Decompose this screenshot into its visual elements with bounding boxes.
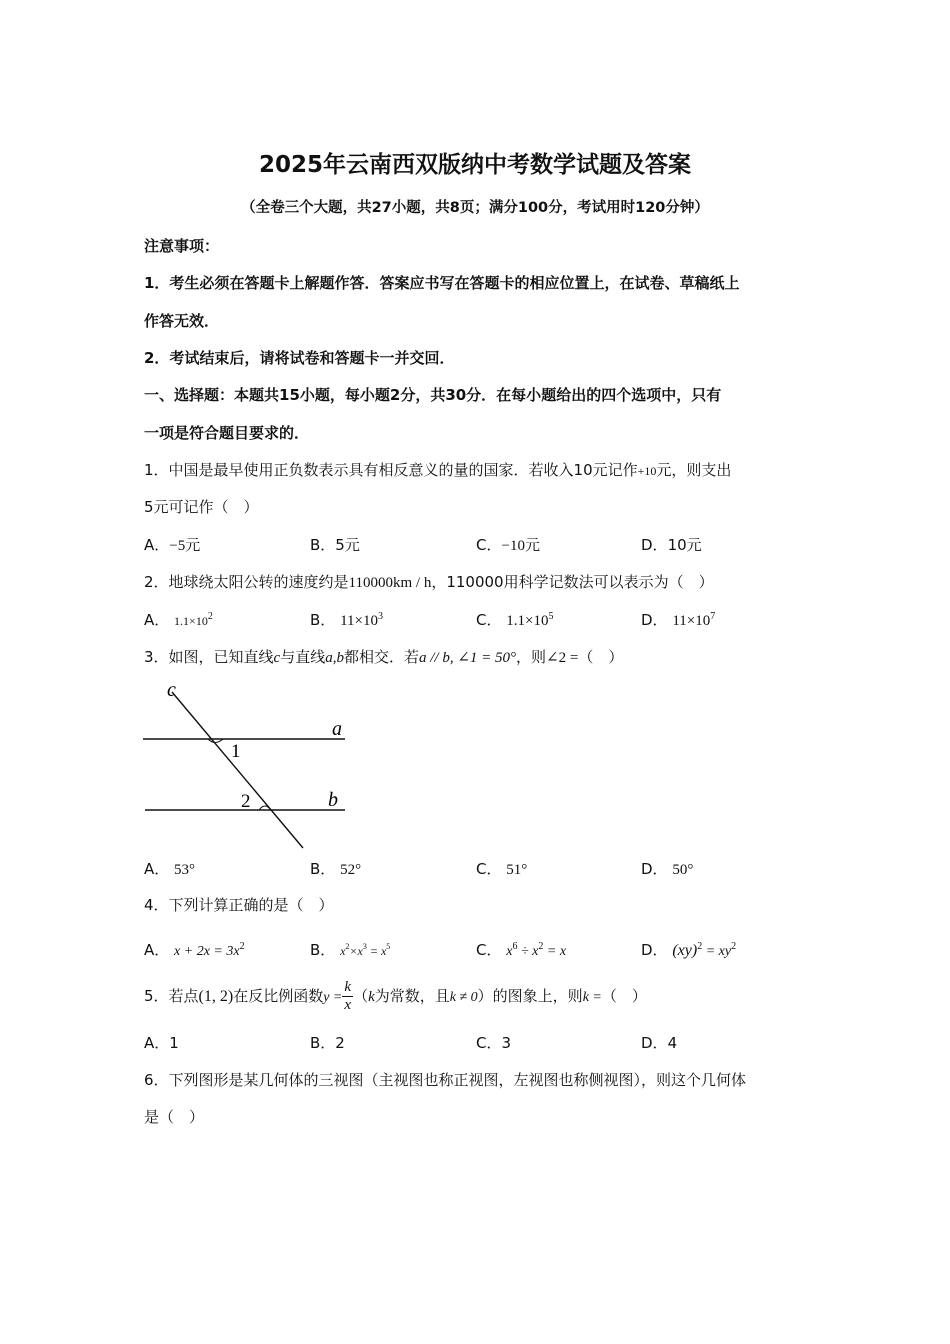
q3-option-b <box>310 858 361 879</box>
q2-option-b <box>310 609 383 630</box>
q5-fraction <box>342 979 353 1014</box>
option-value: 1 <box>169 1034 179 1052</box>
option-label: A． <box>144 860 170 878</box>
question-6-line-2: 是（ ） <box>144 1108 205 1126</box>
option-math: 1.1×10 <box>506 613 549 629</box>
option-exponent: 2 <box>731 941 737 952</box>
option-unit: 元 <box>185 536 201 554</box>
option-math: x <box>506 944 513 959</box>
q5-option-d <box>641 1032 677 1053</box>
question-5 <box>144 979 647 1015</box>
label-a: a <box>332 718 342 740</box>
option-label: A． <box>144 536 170 554</box>
q5-text: 5．若点 <box>144 987 199 1005</box>
option-label: C． <box>476 860 502 878</box>
q5-text: （ <box>353 987 369 1005</box>
q3-option-d <box>641 858 693 879</box>
option-math: 11×10 <box>672 613 711 629</box>
q5-option-c <box>476 1032 511 1053</box>
option-exponent: 5 <box>386 942 391 951</box>
option-label: B． <box>310 536 336 554</box>
q3-var-ab: a,b <box>325 650 344 666</box>
label-c: c <box>167 679 176 701</box>
notice-item-2: 2．考试结束后，请将试卷和答题卡一并交回． <box>144 349 455 367</box>
option-value: 53° <box>174 862 196 878</box>
question-2 <box>144 571 714 592</box>
option-math: 11×10 <box>340 613 378 629</box>
option-exponent: 2 <box>697 941 703 952</box>
q5-text: （ ） <box>601 987 647 1005</box>
option-math: x + 2x = 3x <box>174 944 240 959</box>
option-math: 1.1×10 <box>174 614 208 628</box>
option-math: x <box>340 944 346 958</box>
label-b: b <box>328 789 338 811</box>
option-exponent: 2 <box>239 941 245 952</box>
q3-option-a <box>144 858 195 879</box>
q4-option-b <box>310 939 390 960</box>
option-exponent: 3 <box>377 611 383 622</box>
q2-text-b: ，110000用科学记数法可以表示为（ ） <box>431 573 714 591</box>
q5-fraction-denominator: x <box>344 997 352 1013</box>
option-label: C． <box>476 536 502 554</box>
option-unit: 10元 <box>667 536 702 554</box>
option-exponent: 3 <box>362 942 367 951</box>
option-label: B． <box>310 941 336 959</box>
option-math: −10 <box>501 538 525 554</box>
question-1-line-1 <box>144 459 731 480</box>
option-value: 4 <box>667 1034 678 1052</box>
q2-option-d <box>641 609 715 630</box>
q4-option-a <box>144 939 245 960</box>
q5-fraction-numerator: k <box>344 979 352 995</box>
q5-condition: k ≠ 0 <box>449 990 478 1005</box>
q5-text: 为常数，且 <box>374 987 450 1005</box>
parallel-lines-figure <box>135 676 360 856</box>
q1-text-b: 元，则支出 <box>656 461 732 479</box>
option-math: = x <box>543 944 567 959</box>
option-value: 51° <box>506 862 528 878</box>
option-value: 2 <box>335 1034 345 1052</box>
option-unit: 5元 <box>335 536 360 554</box>
q2-option-c <box>476 609 553 630</box>
q3-text: ，则 <box>516 648 547 666</box>
notice-item-1: 1．考生必须在答题卡上解题作答．答案应书写在答题卡的相应位置上，在试卷、草稿纸上 <box>144 274 740 292</box>
q5-ask: k = <box>582 990 602 1005</box>
option-exponent: 2 <box>345 942 350 951</box>
q5-option-a <box>144 1032 179 1053</box>
option-unit: 元 <box>524 536 540 554</box>
q1-option-d <box>641 534 702 555</box>
option-math: −5 <box>169 538 186 554</box>
option-label: C． <box>476 611 502 629</box>
option-exponent: 6 <box>512 941 518 952</box>
q1-math: +10 <box>637 464 657 478</box>
q1-text-a: 1．中国是最早使用正负数表示具有相反意义的量的国家．若收入10元记作 <box>144 461 638 479</box>
option-label: B． <box>310 611 336 629</box>
exam-info: （全卷三个大题，共27小题，共8页；满分100分，考试用时120分钟） <box>241 200 709 216</box>
question-6-line-1: 6．下列图形是某几何体的三视图（主视图也称正视图，左视图也称侧视图），则这个几何体 <box>144 1071 747 1089</box>
q3-text: 都相交．若 <box>343 648 419 666</box>
option-exponent: 2 <box>207 611 213 622</box>
option-label: A． <box>144 941 170 959</box>
section-heading-cont: 一项是符合题目要求的． <box>144 424 310 442</box>
q5-var-k: k <box>368 989 375 1005</box>
q3-text: 与直线 <box>280 648 326 666</box>
line-c <box>172 692 303 848</box>
section-heading: 一、选择题：本题共15小题，每小题2分，共30分．在每小题给出的四个选项中，只有 <box>144 386 722 404</box>
q1-option-b <box>310 534 360 555</box>
q2-math: 110000km / h <box>348 575 432 591</box>
notice-heading: 注意事项： <box>144 237 220 255</box>
q3-text: 3．如图，已知直线 <box>144 648 274 666</box>
q1-option-a <box>144 534 200 555</box>
question-3 <box>144 646 623 667</box>
option-label: D． <box>641 611 668 629</box>
q3-option-c <box>476 858 527 879</box>
option-label: B． <box>310 1034 336 1052</box>
option-exponent: 5 <box>548 611 554 622</box>
option-math: ×x <box>349 944 363 958</box>
option-math: ÷ x <box>517 944 539 959</box>
option-label: D． <box>641 1034 668 1052</box>
q5-function-lhs: y = <box>323 990 343 1005</box>
option-label: D． <box>641 941 668 959</box>
question-4: 4．下列计算正确的是（ ） <box>144 896 334 914</box>
notice-item-1-cont: 作答无效． <box>144 312 220 330</box>
option-exponent: 2 <box>538 941 544 952</box>
label-angle-1: 1 <box>231 741 241 762</box>
q1-option-c <box>476 534 540 555</box>
q5-point: (1, 2) <box>198 988 234 1005</box>
option-math: = xy <box>702 944 732 959</box>
page-title: 2025年云南西双版纳中考数学试题及答案 <box>258 152 691 178</box>
q2-option-a <box>144 609 213 630</box>
q3-ask: ∠2 = <box>546 650 579 666</box>
option-value: 50° <box>672 862 694 878</box>
q4-option-c <box>476 939 566 960</box>
option-label: D． <box>641 536 668 554</box>
option-label: A． <box>144 611 170 629</box>
q5-text: ）的图象上，则 <box>477 987 583 1005</box>
option-math: (xy) <box>672 942 698 959</box>
q2-text-a: 2．地球绕太阳公转的速度约是 <box>144 573 349 591</box>
option-math: = x <box>366 944 387 958</box>
option-label: C． <box>476 941 502 959</box>
option-label: C． <box>476 1034 502 1052</box>
option-label: A． <box>144 1034 170 1052</box>
option-value: 3 <box>501 1034 512 1052</box>
q3-text: （ ） <box>578 648 624 666</box>
label-angle-2: 2 <box>241 791 251 812</box>
q3-condition: a // b, ∠1 = 50° <box>419 650 517 666</box>
q3-var-c: c <box>273 650 281 666</box>
option-label: B． <box>310 860 336 878</box>
option-label: D． <box>641 860 668 878</box>
q5-option-b <box>310 1032 345 1053</box>
q5-text: 在反比例函数 <box>233 987 324 1005</box>
option-value: 52° <box>340 862 362 878</box>
question-1-line-2: 5元可记作（ ） <box>144 498 259 516</box>
q4-option-d <box>641 939 736 960</box>
option-exponent: 7 <box>710 611 716 622</box>
